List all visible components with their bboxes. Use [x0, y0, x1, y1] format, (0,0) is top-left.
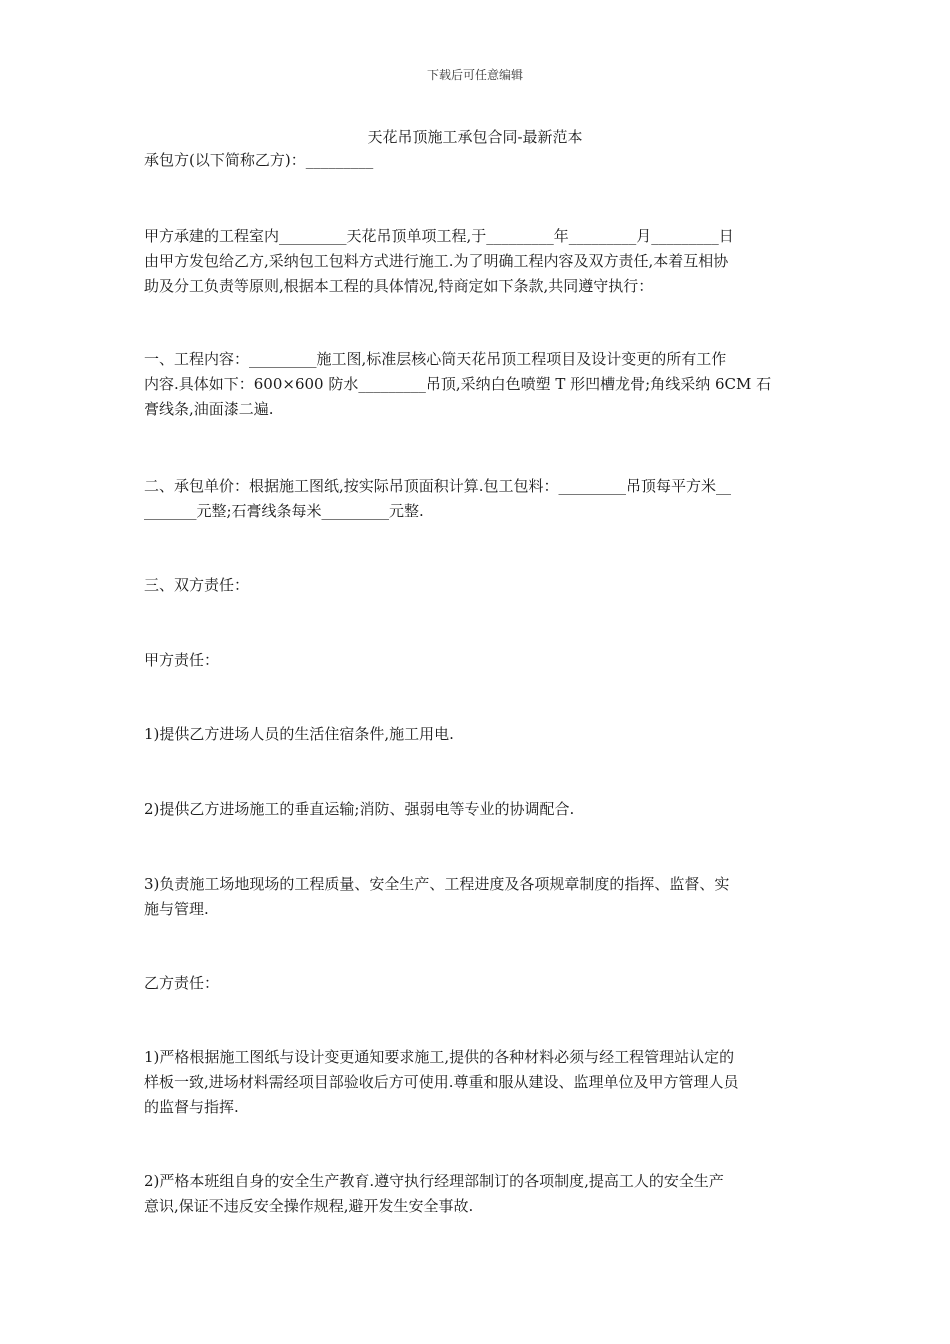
party-a-heading: [144, 648, 806, 673]
text-line: 2)严格本班组自身的安全生产教育.遵守执行经理部制订的各项制度,提高工人的安全生产: [144, 1172, 724, 1190]
document-title: 天花吊顶施工承包合同-最新范本: [367, 128, 583, 146]
text-line: 由甲方发包给乙方,采纳包工包料方式进行施工.为了明确工程内容及双方责任,本着互相协: [144, 252, 729, 270]
text-line: 3)负责施工场地现场的工程质量、安全生产、工程进度及各项规章制度的指挥、监督、实: [144, 875, 730, 893]
text-line: 乙方责任：: [144, 974, 220, 992]
page-header: 下载后可任意编辑: [426, 68, 523, 82]
text-line: 2)提供乙方进场施工的垂直运输;消防、强弱电等专业的协调配合.: [144, 800, 575, 818]
party-b-item-1: [144, 1045, 806, 1120]
contractor-party-line: [144, 148, 806, 173]
text-line: 三、双方责任：: [144, 576, 250, 594]
party-a-item-1: [144, 722, 806, 747]
text-line: 甲方承建的工程室内_________天花吊顶单项工程,于_________年_________月_________日: [144, 227, 734, 245]
clause-1-scope: [144, 347, 806, 422]
text-line: 助及分工负责等原则,根据本工程的具体情况,特商定如下条款,共同遵守执行：: [144, 277, 654, 295]
text-line: 样板一致,进场材料需经项目部验收后方可使用.尊重和服从建设、监理单位及甲方管理人员: [144, 1073, 739, 1091]
text-line: 甲方责任：: [144, 651, 220, 669]
text-line: 承包方(以下简称乙方)：_________: [144, 151, 374, 169]
text-line: 内容.具体如下：600×600 防水_________吊顶,采纳白色喷塑 T 形凹槽龙骨;角线采纳 6CM 石: [144, 375, 772, 393]
text-line: 的监督与指挥.: [144, 1098, 239, 1116]
text-line: 意识,保证不违反安全操作规程,避开发生安全事故.: [144, 1197, 474, 1215]
clause-2-unit-price: [144, 474, 806, 524]
text-line: 1)严格根据施工图纸与设计变更通知要求施工,提供的各种材料必须与经工程管理站认定的: [144, 1048, 735, 1066]
party-a-item-3: [144, 872, 806, 922]
text-line: _______元整;石膏线条每米_________元整.: [144, 502, 424, 520]
text-line: 1)提供乙方进场人员的生活住宿条件,施工用电.: [144, 725, 454, 743]
text-line: 施与管理.: [144, 900, 209, 918]
text-line: 一、工程内容：_________施工图,标准层核心筒天花吊顶工程项目及设计变更的所有工作: [144, 350, 727, 368]
clause-3-responsibilities: [144, 573, 806, 598]
party-a-item-2: [144, 797, 806, 822]
text-line: 膏线条,油面漆二遍.: [144, 400, 274, 418]
party-b-heading: [144, 971, 806, 996]
intro-paragraph: [144, 224, 806, 299]
party-b-item-2: [144, 1169, 806, 1219]
text-line: 二、承包单价：根据施工图纸,按实际吊顶面积计算.包工包料：_________吊顶每平方米__: [144, 477, 732, 495]
